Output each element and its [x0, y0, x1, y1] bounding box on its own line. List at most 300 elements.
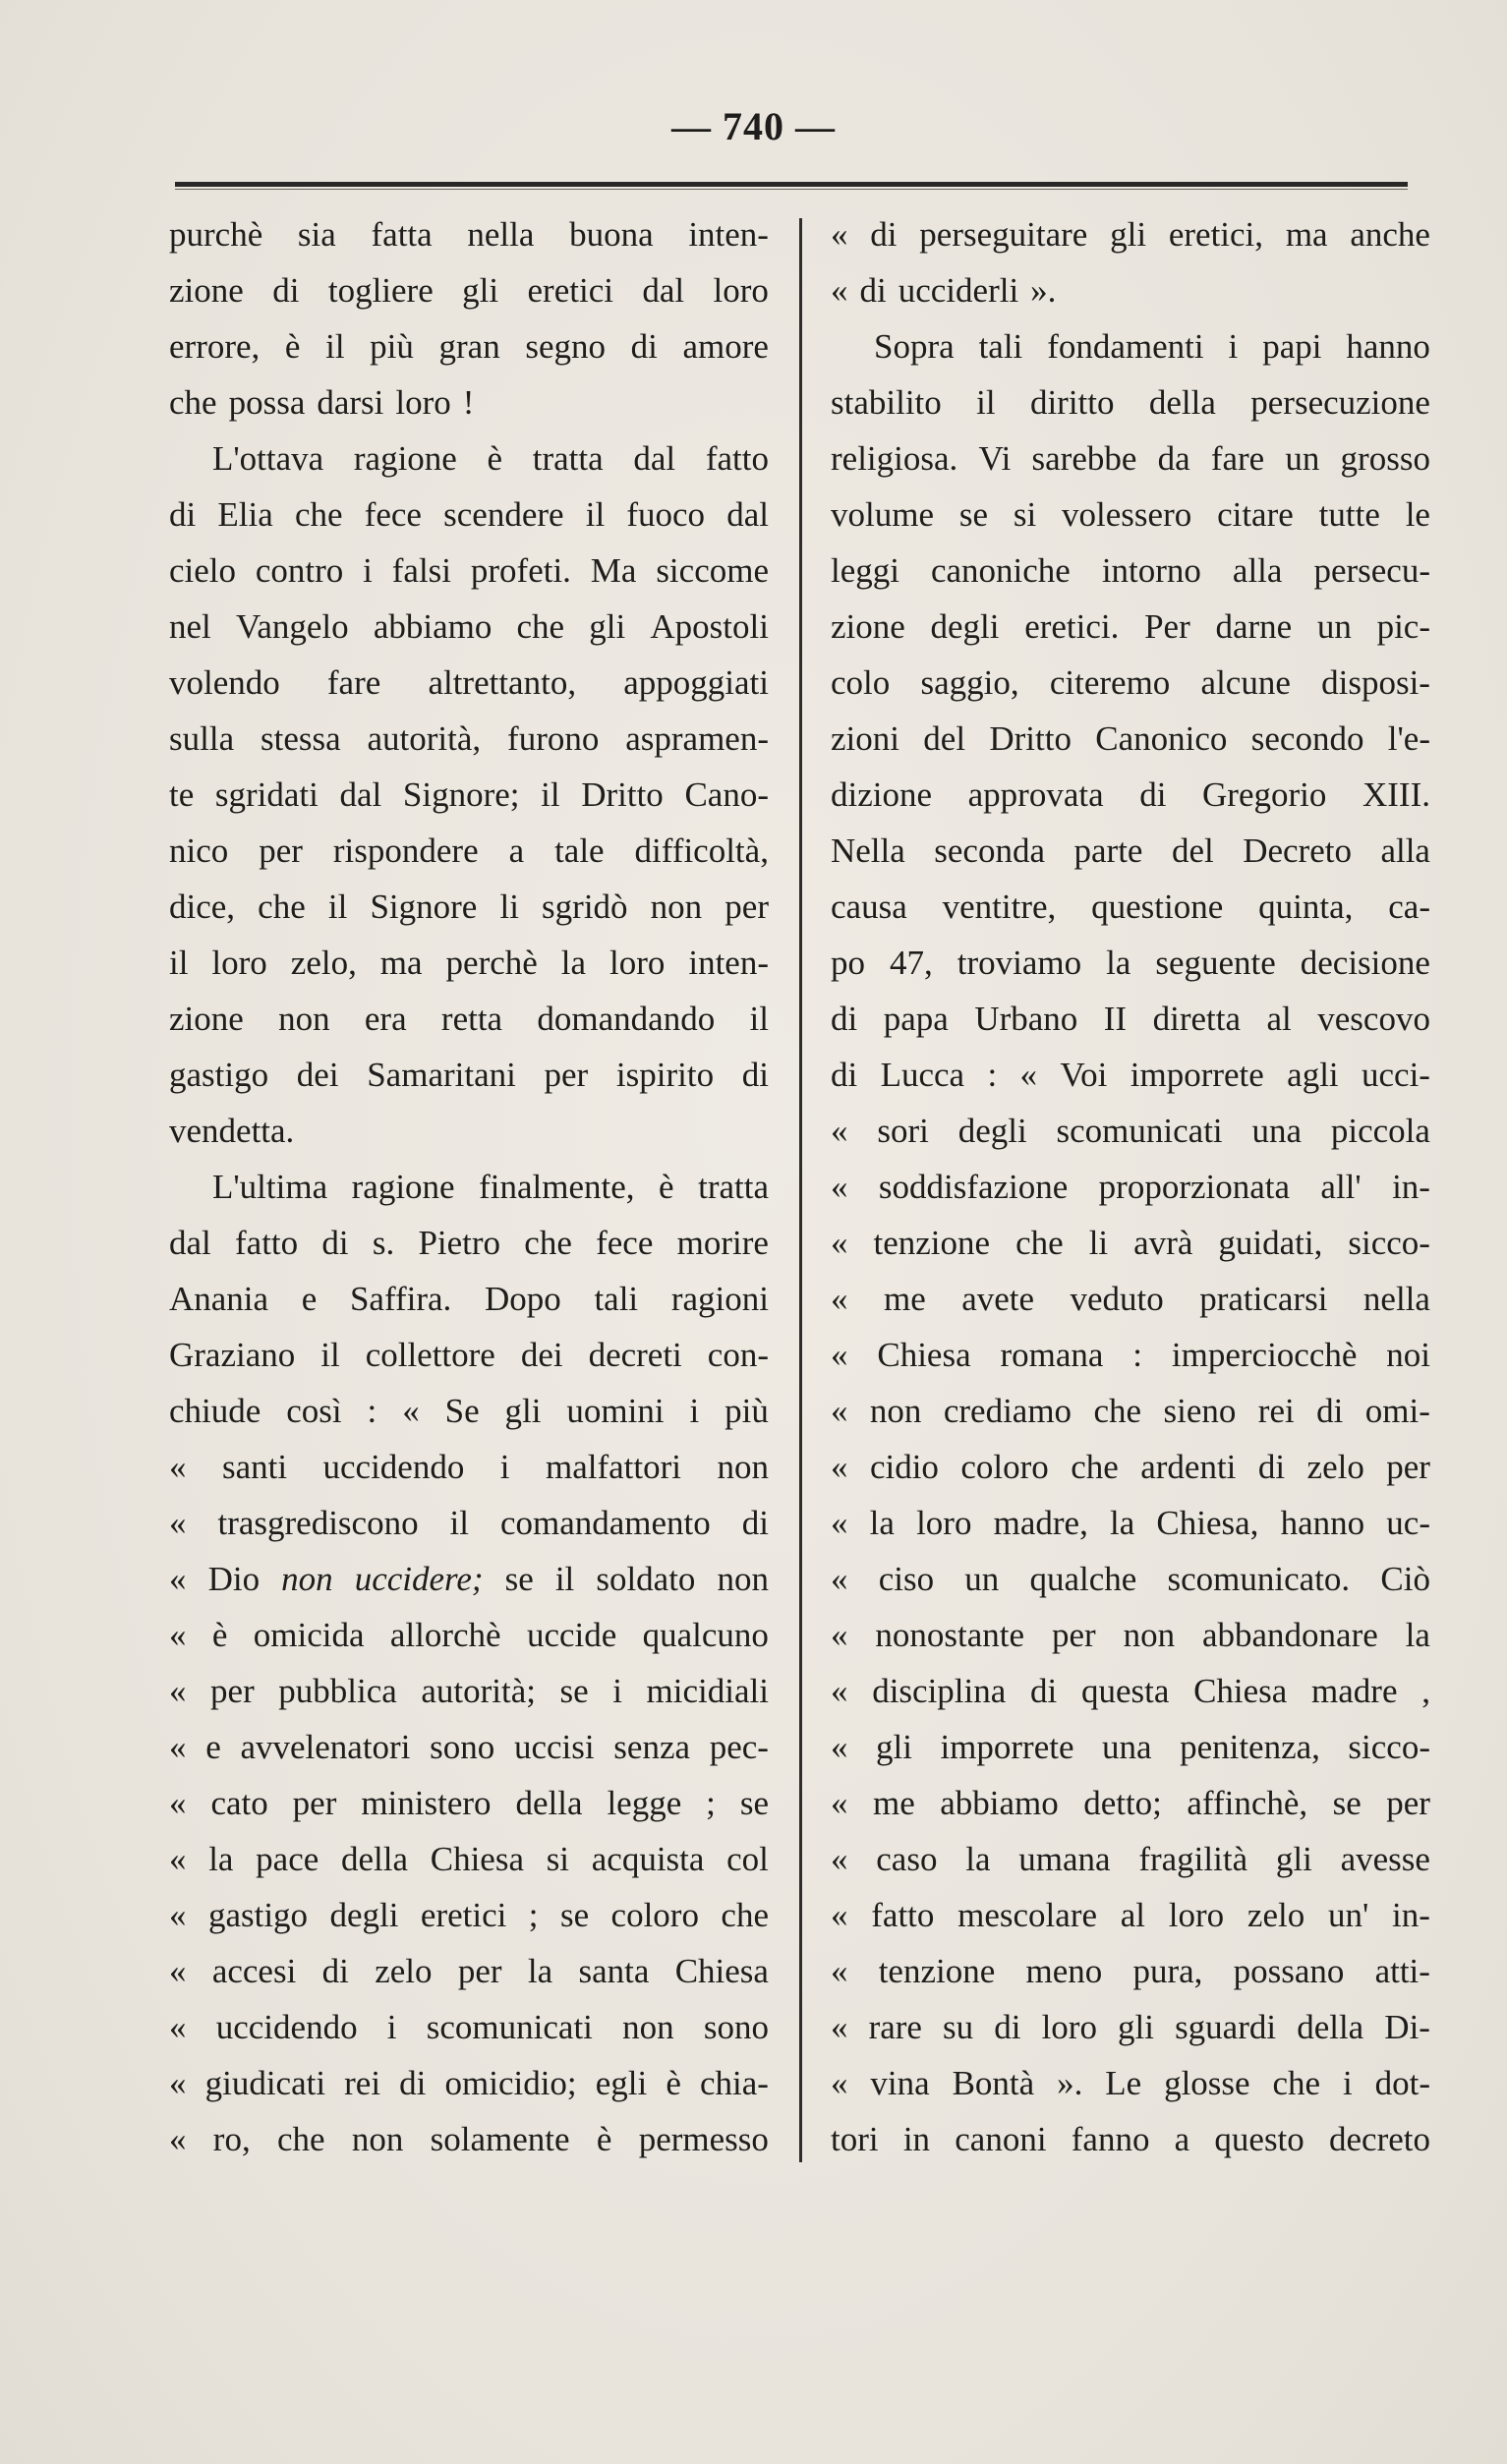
- word: Apostoli: [650, 607, 769, 646]
- word: zione: [831, 607, 905, 646]
- text-line: [169, 430, 769, 487]
- word: «: [831, 215, 848, 254]
- word: che: [1093, 1392, 1142, 1430]
- word: tratta: [532, 439, 604, 478]
- word: «: [169, 1616, 187, 1654]
- text-line: [169, 318, 769, 374]
- word: parte: [1073, 831, 1143, 870]
- text-line: [831, 1663, 1430, 1719]
- word: qualcuno: [642, 1616, 769, 1654]
- word: Pietro: [418, 1224, 501, 1262]
- word: in-: [1392, 1168, 1430, 1206]
- text-line: [831, 599, 1430, 655]
- word: profeti.: [470, 551, 571, 590]
- word: chia-: [699, 2064, 769, 2102]
- word: «: [831, 1616, 848, 1654]
- word: fragilità: [1138, 1840, 1248, 1878]
- word: anche: [1350, 215, 1430, 254]
- word: fece: [596, 1224, 654, 1262]
- word: accesi: [211, 1952, 297, 1990]
- word: troviamo: [956, 944, 1082, 982]
- word: «: [831, 1560, 848, 1598]
- text-line: [169, 1047, 769, 1103]
- word: umana: [1018, 1840, 1111, 1878]
- word: il: [585, 495, 606, 534]
- text-line: [169, 935, 769, 991]
- word: me: [883, 1280, 926, 1318]
- word: della: [515, 1784, 583, 1822]
- word: dal: [633, 439, 676, 478]
- word: :: [1132, 1336, 1143, 1374]
- word: egli: [595, 2064, 648, 2102]
- word: le: [1405, 495, 1430, 534]
- word: 47,: [889, 944, 933, 982]
- word: in: [902, 2120, 931, 2158]
- word: non: [717, 1560, 769, 1598]
- word: zioni: [831, 719, 899, 758]
- word: «: [169, 2064, 187, 2102]
- word: non: [622, 2008, 674, 2046]
- text-line: [169, 823, 769, 879]
- word: gran: [438, 327, 500, 366]
- word: fece: [364, 495, 422, 534]
- word: legge: [607, 1784, 682, 1822]
- word: che: [258, 888, 306, 926]
- word: causa: [831, 888, 907, 926]
- word: ca-: [1388, 888, 1430, 926]
- word: avesse: [1340, 1840, 1430, 1878]
- word: dal: [339, 775, 382, 814]
- word: morire: [676, 1224, 769, 1262]
- word: al: [1120, 1896, 1146, 1934]
- word: abbiamo: [940, 1784, 1059, 1822]
- text-line: [169, 2111, 769, 2167]
- word: alcune: [1200, 663, 1291, 702]
- header-rule: [175, 182, 1408, 187]
- word: è: [487, 439, 503, 478]
- word: eretici.: [1024, 607, 1120, 646]
- word: loro: [713, 271, 769, 310]
- word: imporrete: [1130, 1056, 1264, 1094]
- page-number: — 740 —: [671, 104, 836, 148]
- header-rule-thin: [175, 189, 1408, 190]
- word: che: [294, 495, 343, 534]
- word: i: [363, 551, 373, 590]
- word: gli: [876, 1728, 912, 1766]
- word: affinchè,: [1187, 1784, 1308, 1822]
- left-text-column: [169, 206, 769, 2167]
- word: è: [596, 2120, 612, 2158]
- word: di: [741, 1056, 769, 1094]
- word: il: [325, 327, 345, 366]
- word: approvata: [967, 775, 1104, 814]
- word: zione: [169, 271, 244, 310]
- text-line: [169, 374, 769, 430]
- word: allorchè: [389, 1616, 501, 1654]
- text-line: [169, 1775, 769, 1831]
- text-line: [169, 767, 769, 823]
- word: la: [560, 944, 587, 982]
- word: gli: [1110, 215, 1147, 254]
- word: di: [870, 215, 898, 254]
- word: questa: [1080, 1672, 1170, 1710]
- word: tutte: [1318, 495, 1380, 534]
- text-line: [169, 1887, 769, 1943]
- word: leggi: [831, 551, 899, 590]
- word: praticarsi: [1199, 1280, 1328, 1318]
- word: errore,: [169, 327, 261, 366]
- word: il: [554, 1560, 575, 1598]
- word: omi-: [1364, 1392, 1430, 1430]
- word: una: [1102, 1728, 1152, 1766]
- text-line: [831, 1495, 1430, 1551]
- word: Anania: [169, 1280, 269, 1318]
- word: uomini: [566, 1392, 665, 1430]
- word: di: [831, 1000, 858, 1038]
- word: glosse: [1164, 2064, 1250, 2102]
- word: che: [1071, 1448, 1119, 1486]
- text-line: [169, 1271, 769, 1327]
- word: ciso: [878, 1560, 935, 1598]
- word: falsi: [391, 551, 452, 590]
- text-line: [831, 1383, 1430, 1439]
- word: gli: [462, 271, 499, 310]
- word: possano: [1233, 1952, 1345, 1990]
- word: caso: [876, 1840, 938, 1878]
- text-line: [831, 1999, 1430, 2055]
- text-line: [831, 711, 1430, 767]
- word: «: [831, 1280, 848, 1318]
- word: gli: [1275, 1840, 1312, 1878]
- word: appoggiati: [623, 663, 769, 702]
- word: «: [169, 1784, 187, 1822]
- word: è: [666, 2064, 681, 2102]
- word: domandando: [537, 1000, 716, 1038]
- word: «: [831, 1448, 848, 1486]
- word: romana: [1000, 1336, 1104, 1374]
- text-line: [169, 206, 769, 262]
- word: a: [508, 831, 525, 870]
- word: disposi-: [1321, 663, 1430, 702]
- word: gli: [504, 1392, 542, 1430]
- word: ».: [1030, 271, 1057, 310]
- word: che: [524, 1224, 572, 1262]
- text-line: [831, 2055, 1430, 2111]
- word: hanno: [1346, 327, 1430, 366]
- word: fanno: [1071, 2120, 1150, 2158]
- text-line: [831, 206, 1430, 262]
- word: volendo: [169, 663, 280, 702]
- word: «: [831, 1112, 848, 1150]
- word: zelo: [1246, 1896, 1305, 1934]
- word: questione: [1091, 888, 1224, 926]
- text-line: [831, 543, 1430, 599]
- word: per: [259, 831, 303, 870]
- word: te: [169, 775, 195, 814]
- text-line: [169, 879, 769, 935]
- word: Ciò: [1380, 1560, 1430, 1598]
- word: il: [541, 775, 560, 814]
- word: ragione: [351, 1168, 455, 1206]
- text-line: [169, 262, 769, 318]
- word: del: [923, 719, 966, 758]
- word: autorità,: [367, 719, 482, 758]
- word: Dio: [207, 1560, 261, 1598]
- word: zelo: [375, 1952, 433, 1990]
- word: seconda: [934, 831, 1046, 870]
- word: era: [364, 1000, 407, 1038]
- word: piccola: [1330, 1112, 1430, 1150]
- word: diretta: [1152, 1000, 1241, 1038]
- word: di: [272, 271, 300, 310]
- word: «: [831, 1784, 848, 1822]
- word: ».: [1057, 2064, 1083, 2102]
- word: dei: [296, 1056, 339, 1094]
- word: secondo: [1250, 719, 1364, 758]
- word: una: [1251, 1112, 1303, 1150]
- word: amore: [682, 327, 769, 366]
- word: loro: [916, 1504, 972, 1542]
- word: Lucca: [880, 1056, 965, 1094]
- word: religiosa.: [831, 439, 958, 478]
- word: volessero: [1062, 495, 1192, 534]
- word: imporrete: [940, 1728, 1074, 1766]
- word: decreti: [588, 1336, 682, 1374]
- text-line: [831, 1943, 1430, 1999]
- word: il: [169, 944, 189, 982]
- word: se: [559, 1896, 590, 1934]
- word: hanno: [1280, 1504, 1365, 1542]
- word: la: [1405, 1616, 1430, 1654]
- word: per: [1386, 1448, 1430, 1486]
- word: «: [831, 1168, 848, 1206]
- word: sulla: [169, 719, 235, 758]
- word: «: [169, 1896, 187, 1934]
- text-line: [831, 655, 1430, 711]
- word: atti-: [1374, 1952, 1430, 1990]
- word: s.: [372, 1224, 395, 1262]
- word: «: [831, 1896, 848, 1934]
- word: che: [516, 607, 565, 646]
- word: togliere: [327, 271, 434, 310]
- word: «: [169, 1560, 187, 1598]
- word: contro: [255, 551, 344, 590]
- word: dal: [642, 271, 685, 310]
- text-line: [831, 1607, 1430, 1663]
- word: intorno: [1101, 551, 1201, 590]
- word: fatto: [235, 1224, 299, 1262]
- word: cielo: [169, 551, 237, 590]
- word: canoni: [955, 2120, 1047, 2158]
- word: eretici: [527, 271, 613, 310]
- word: «: [831, 1392, 848, 1430]
- word: Nella: [831, 831, 905, 870]
- word: all': [1320, 1168, 1362, 1206]
- word: di: [1257, 1448, 1286, 1486]
- text-line: [169, 1943, 769, 1999]
- word: dei: [520, 1336, 563, 1374]
- text-line: [169, 1327, 769, 1383]
- word: furono: [507, 719, 600, 758]
- word: si: [1013, 495, 1037, 534]
- word: in-: [1392, 1896, 1430, 1934]
- word: più: [370, 327, 414, 366]
- word: loro: [211, 944, 267, 982]
- word: «: [831, 1952, 848, 1990]
- word: l'e-: [1387, 719, 1430, 758]
- word: tali: [594, 1280, 639, 1318]
- word: per: [1051, 1616, 1096, 1654]
- word: cidio: [869, 1448, 939, 1486]
- word: madre: [1311, 1672, 1398, 1710]
- word: di: [399, 2064, 427, 2102]
- word: Gregorio: [1202, 775, 1327, 814]
- word: ardenti: [1140, 1448, 1237, 1486]
- word: Chiesa: [674, 1952, 769, 1990]
- word: detto;: [1083, 1784, 1162, 1822]
- word: uccisi: [513, 1728, 595, 1766]
- text-line: [169, 1663, 769, 1719]
- word: volume: [831, 495, 934, 534]
- word: vescovo: [1317, 1000, 1430, 1038]
- word: rei: [344, 2064, 381, 2102]
- word: per: [725, 888, 769, 926]
- word: ,: [1421, 1672, 1430, 1710]
- word: uccidendo: [322, 1448, 465, 1486]
- text-line: [169, 991, 769, 1047]
- word: i: [386, 2008, 397, 2046]
- word: cato: [210, 1784, 268, 1822]
- word: Vangelo: [235, 607, 349, 646]
- word: Chiesa: [430, 1840, 524, 1878]
- word: così: [286, 1392, 342, 1430]
- text-line: [831, 487, 1430, 543]
- word: di: [630, 327, 658, 366]
- text-line: [831, 1047, 1430, 1103]
- word: eretici: [420, 1896, 507, 1934]
- word: che: [1015, 1224, 1064, 1262]
- word: la: [965, 1840, 991, 1878]
- word: chiude: [169, 1392, 261, 1430]
- word: di: [169, 495, 197, 534]
- word: autorità;: [421, 1672, 536, 1710]
- word: per: [544, 1056, 589, 1094]
- word: «: [169, 1840, 187, 1878]
- word: il: [449, 1504, 469, 1542]
- word: tali: [978, 327, 1023, 366]
- word: della: [340, 1840, 409, 1878]
- word: di: [1139, 775, 1167, 814]
- word: non: [281, 1560, 333, 1598]
- text-line: [831, 1103, 1430, 1159]
- word: permesso: [638, 2120, 769, 2158]
- word: i: [1342, 2064, 1353, 2102]
- word: saggio,: [920, 663, 1019, 702]
- word: un: [964, 1560, 1000, 1598]
- word: «: [831, 1728, 848, 1766]
- word: fatta: [371, 215, 433, 254]
- word: «: [831, 2008, 848, 2046]
- word: nonostante: [875, 1616, 1025, 1654]
- word: L'ultima: [212, 1168, 328, 1206]
- word: zelo: [1306, 1448, 1364, 1486]
- text-line: [831, 823, 1430, 879]
- word: pace: [256, 1840, 319, 1878]
- word: mescolare: [957, 1896, 1098, 1934]
- word: sicco-: [1348, 1728, 1430, 1766]
- word: disciplina: [872, 1672, 1007, 1710]
- word: quinta,: [1258, 888, 1354, 926]
- word: sia: [297, 215, 336, 254]
- word: per: [1386, 1784, 1430, 1822]
- word: sono: [430, 1728, 495, 1766]
- word: un: [1316, 607, 1352, 646]
- word: dice,: [169, 888, 236, 926]
- word: decreto: [1329, 2120, 1430, 2158]
- word: se: [504, 1560, 534, 1598]
- word: li: [1088, 1224, 1109, 1262]
- word: gastigo: [169, 1056, 269, 1094]
- word: veduto: [1070, 1280, 1164, 1318]
- word: che: [169, 383, 217, 422]
- word: «: [1019, 1056, 1038, 1094]
- text-line: [831, 1159, 1430, 1215]
- word: malfattori: [545, 1448, 681, 1486]
- word: la: [1106, 944, 1131, 982]
- word: sori: [877, 1112, 929, 1150]
- word: ;: [528, 1896, 539, 1934]
- word: ;: [706, 1784, 716, 1822]
- column-divider: [799, 218, 802, 2162]
- word: ro,: [212, 2120, 251, 2158]
- word: acquista: [591, 1840, 705, 1878]
- word: po: [831, 944, 865, 982]
- word: inten-: [688, 215, 769, 254]
- text-line: [831, 262, 1430, 318]
- word: zione: [169, 1000, 244, 1038]
- word: soldato: [596, 1560, 696, 1598]
- word: papi: [1262, 327, 1322, 366]
- word: Di-: [1384, 2008, 1430, 2046]
- word: non: [1123, 1616, 1176, 1654]
- word: a: [1174, 2120, 1190, 2158]
- word: zelo,: [290, 944, 357, 982]
- word: i: [1228, 327, 1239, 366]
- word: che: [721, 1896, 769, 1934]
- word: stabilito: [831, 383, 942, 422]
- word: agli: [1287, 1056, 1339, 1094]
- word: ragioni: [670, 1280, 769, 1318]
- text-line: [169, 1551, 769, 1607]
- text-line: [169, 1215, 769, 1271]
- word: possa: [228, 383, 306, 422]
- word: fondamenti: [1047, 327, 1204, 366]
- word: persecu-: [1313, 551, 1430, 590]
- word: :: [367, 1392, 377, 1430]
- word: alla: [1232, 551, 1283, 590]
- text-line: [831, 991, 1430, 1047]
- word: più: [725, 1392, 769, 1430]
- word: sarebbe: [1031, 439, 1137, 478]
- word: di: [741, 1504, 769, 1542]
- word: uccidendo: [215, 2008, 358, 2046]
- word: scomunicato.: [1167, 1560, 1351, 1598]
- word: gli: [589, 607, 626, 646]
- word: citeremo: [1049, 663, 1171, 702]
- text-line: [169, 543, 769, 599]
- word: collettore: [365, 1336, 495, 1374]
- word: solamente: [430, 2120, 570, 2158]
